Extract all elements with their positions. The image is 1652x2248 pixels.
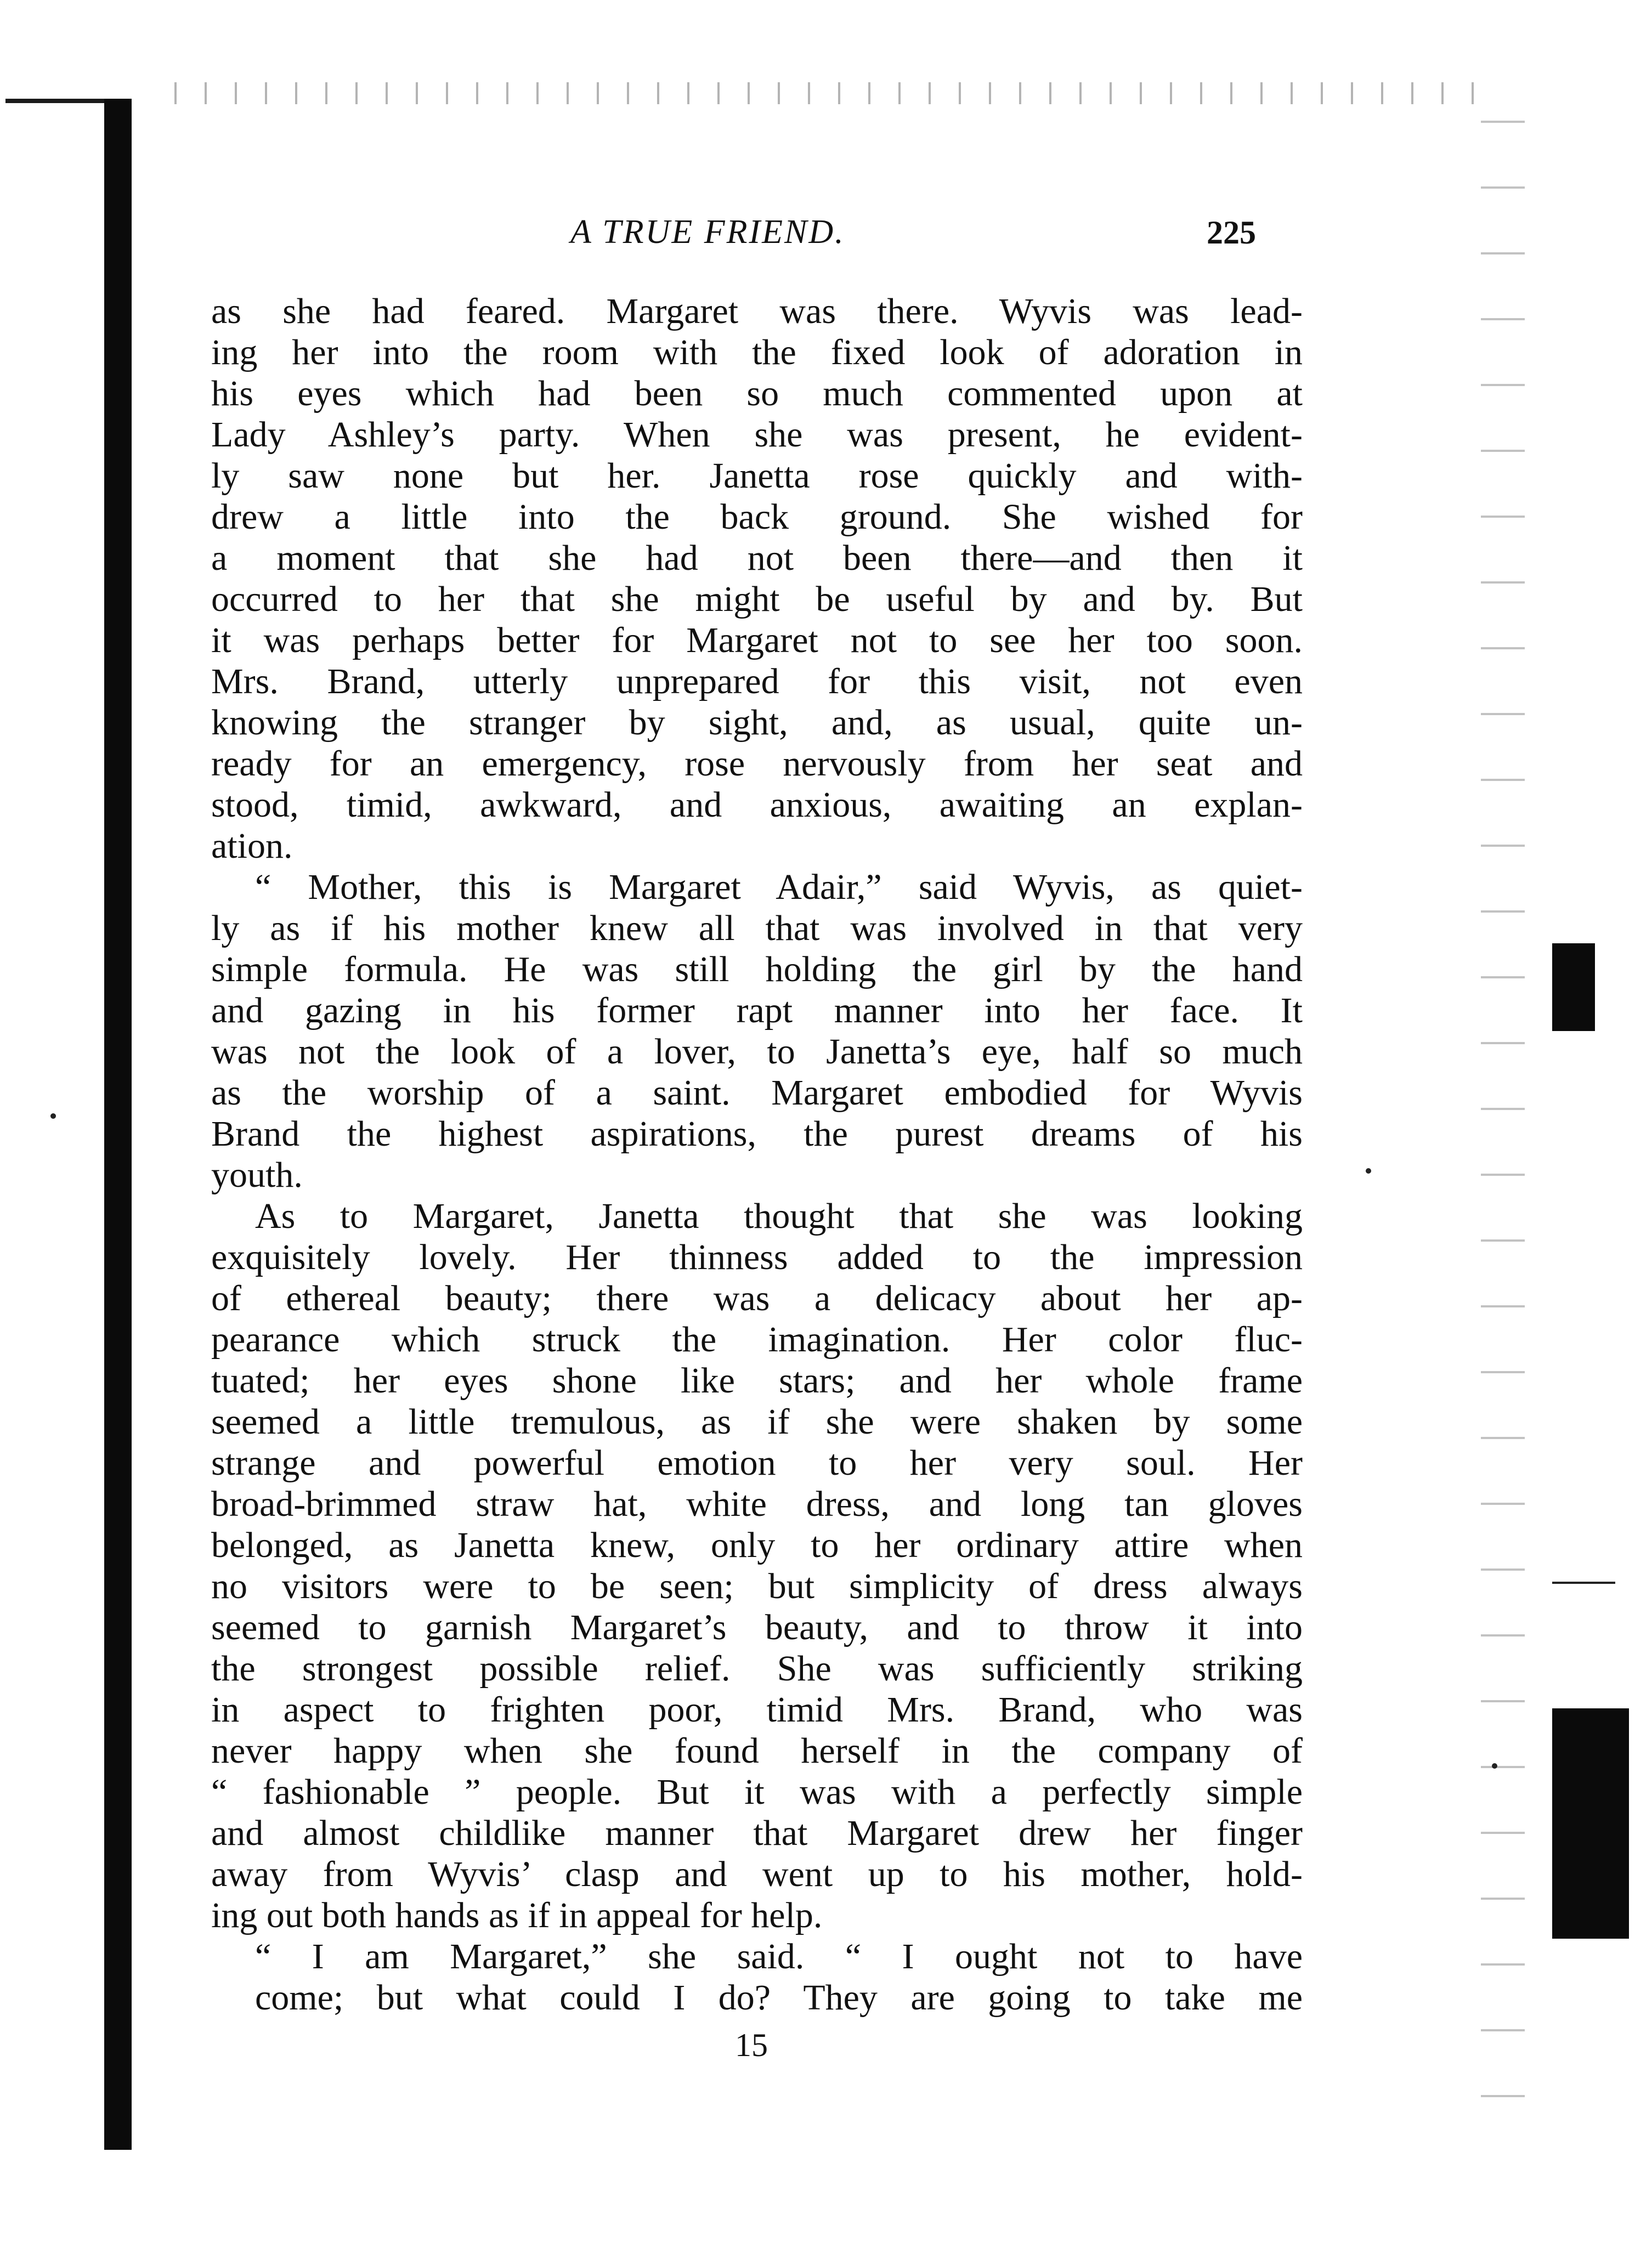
text-line: Lady Ashley’s party. When she was present, he evident- [211, 415, 1303, 455]
scan-black-bar-lower [1552, 1708, 1629, 1939]
text-line: in aspect to frighten poor, timid Mrs. Brand, who was [211, 1690, 1303, 1730]
text-line: Mrs. Brand, utterly unprepared for this visit, not even [211, 661, 1303, 701]
scan-speck [1366, 1168, 1371, 1174]
scan-top-noise [165, 82, 1492, 104]
page-number: 225 [1207, 214, 1256, 251]
text-line: away from Wyvis’ clasp and went up to his mother, hold- [211, 1854, 1303, 1894]
scan-rule-right [1552, 1582, 1615, 1584]
text-line: as the worship of a saint. Margaret embodied for Wyvis [211, 1073, 1303, 1113]
text-line: simple formula. He was still holding the girl by the hand [211, 949, 1303, 989]
text-line: belonged, as Janetta knew, only to her ordinary attire when [211, 1525, 1303, 1565]
scan-black-bar-upper [1552, 943, 1595, 1031]
text-line: ready for an emergency, rose nervously from her seat and [211, 744, 1303, 784]
text-line: broad-brimmed straw hat, white dress, and long tan gloves [211, 1484, 1303, 1524]
body-text [211, 291, 1303, 2018]
text-line: Brand the highest aspirations, the purest dreams of his [211, 1114, 1303, 1154]
text-line: the strongest possible relief. She was sufficiently striking [211, 1649, 1303, 1689]
scan-speck [1492, 1763, 1497, 1769]
text-line: ation. [211, 826, 293, 866]
text-line: pearance which struck the imagination. Her color fluc- [211, 1320, 1303, 1360]
text-line: “ fashionable ” people. But it was with a perfectly simple [211, 1772, 1303, 1812]
text-line: was not the look of a lover, to Janetta’s eye, half so much [211, 1032, 1303, 1072]
text-line: “ I am Margaret,” she said. “ I ought not to have [255, 1936, 1303, 1977]
scan-spine-shadow [104, 99, 132, 2150]
text-line: drew a little into the back ground. She wished for [211, 497, 1303, 537]
text-line: seemed a little tremulous, as if she were shaken by some [211, 1402, 1303, 1442]
signature-folio: 15 [735, 2027, 768, 2063]
text-line: of ethereal beauty; there was a delicacy about her ap- [211, 1278, 1303, 1318]
text-line: it was perhaps better for Margaret not to see her too soon. [211, 620, 1303, 660]
text-line: a moment that she had not been there—and then it [211, 538, 1303, 578]
text-line: occurred to her that she might be useful by and by. But [211, 579, 1303, 619]
text-line: youth. [211, 1155, 303, 1195]
text-line: never happy when she found herself in the company of [211, 1731, 1303, 1771]
scan-speck [50, 1113, 56, 1119]
scan-spine-top [5, 99, 104, 103]
running-head: A TRUE FRIEND. [570, 213, 845, 251]
text-line: knowing the stranger by sight, and, as usual, quite un- [211, 703, 1303, 743]
text-line: “ Mother, this is Margaret Adair,” said Wyvis, as quiet- [255, 867, 1303, 907]
text-line: As to Margaret, Janetta thought that she was looking [255, 1196, 1303, 1236]
text-line: stood, timid, awkward, and anxious, awaiting an explan- [211, 785, 1303, 825]
text-line: as she had feared. Margaret was there. Wyvis was lead- [211, 291, 1303, 331]
text-line: exquisitely lovely. Her thinness added to the impression [211, 1237, 1303, 1277]
text-line: no visitors were to be seen; but simplicity of dress always [211, 1566, 1303, 1606]
text-line: tuated; her eyes shone like stars; and her whole frame [211, 1361, 1303, 1401]
text-line: seemed to garnish Margaret’s beauty, and to throw it into [211, 1607, 1303, 1647]
text-line: ing her into the room with the fixed look of adoration in [211, 332, 1303, 372]
text-line: come; but what could I do? They are going to take me [255, 1978, 1303, 2018]
text-line: and gazing in his former rapt manner into her face. It [211, 990, 1303, 1030]
text-line: his eyes which had been so much commented upon at [211, 373, 1303, 414]
text-line: and almost childlike manner that Margaret drew her finger [211, 1813, 1303, 1853]
scan-right-noise [1481, 99, 1525, 2161]
text-line: strange and powerful emotion to her very soul. Her [211, 1443, 1303, 1483]
text-line: ly as if his mother knew all that was involved in that very [211, 908, 1303, 948]
text-line: ing out both hands as if in appeal for help. [211, 1895, 823, 1935]
text-line: ly saw none but her. Janetta rose quickly and with- [211, 456, 1303, 496]
